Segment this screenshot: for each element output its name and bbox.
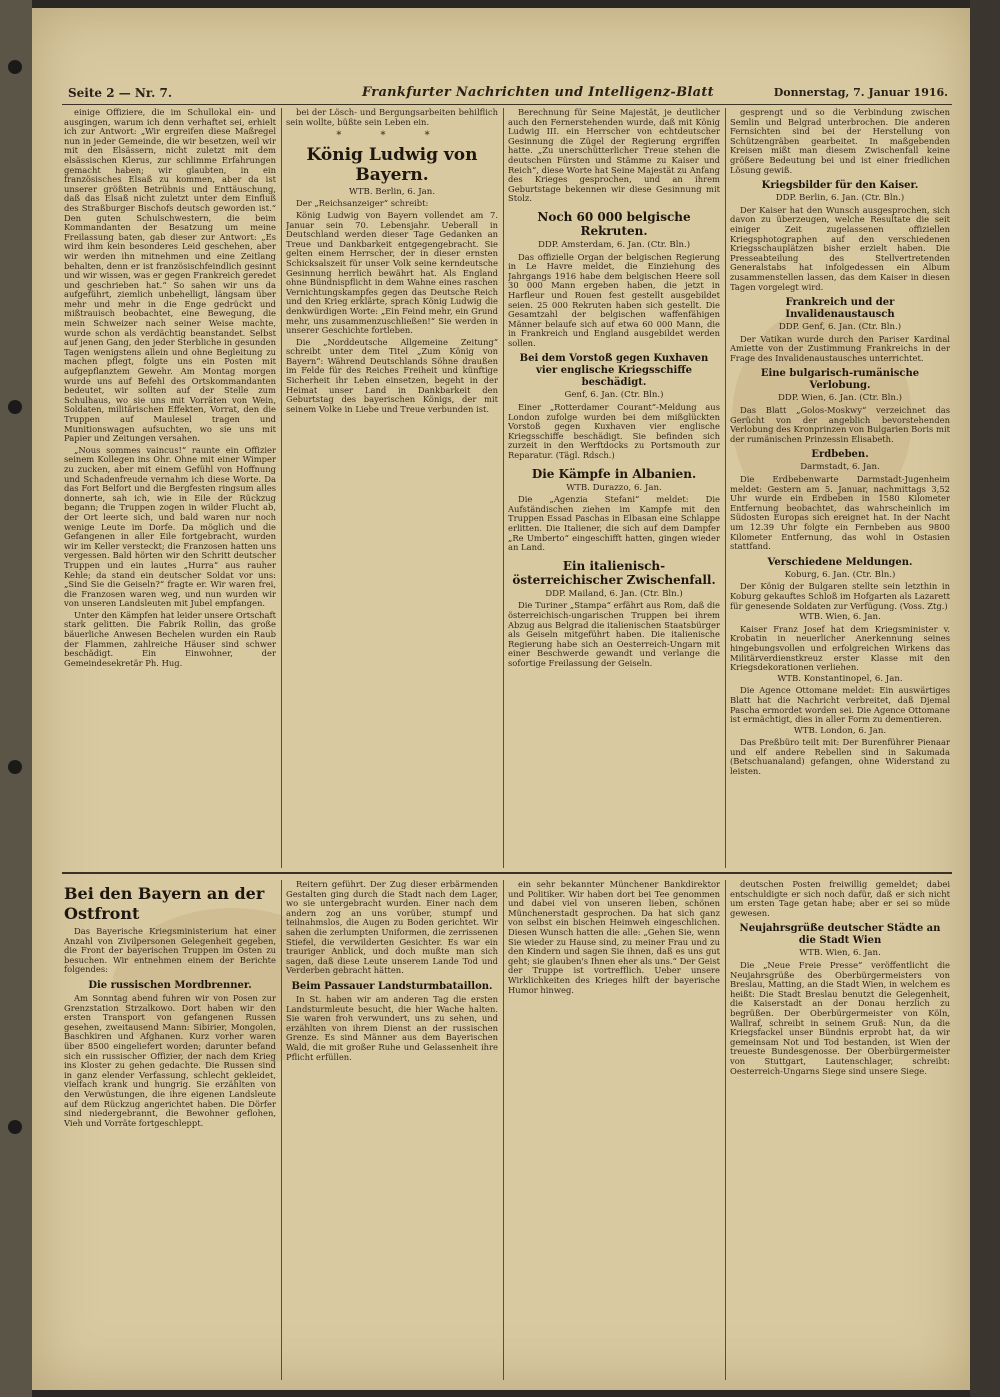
dateline: DDP. Amsterdam, 6. Jan. (Ctr. Bln.) — [537, 239, 691, 250]
paragraph: Berechnung für Seine Majestät, je deutlicher auch den Fernerstehenden wurde, daß mit König Ludwig III. ein Herrscher von echtdeutscher Gesinnung die Zügel der Regierung ergriffen hatte. „Zu unerschütterlicher Treue stehen die deutschen Fürsten und Stämme zu Kaiser und Reich“, diese Worte hat Seine Majestät zu Anfang des Krieges gesprochen, und an ihrem Geburtstage bekennen wir diese Gesinnung mit Stolz. — [508, 108, 720, 204]
paragraph: ein sehr bekannter Münchener Bankdirektor und Politiker. Wir haben dort bei Tee genommen und dabei viel von unseren lieben, schönen Münchenerstadt gesprochen. Da hat sich ganz von selbst ein bischen Heimweh eingeschlichen. Diesen Wunsch hatten die alle: „Gehen Sie, wenn Sie wieder zu Hause sind, zu meiner Frau und zu den Kindern und sagen Sie ihnen, daß es uns gut geht; sie glauben's Ihnen eher als uns.“ Der Geist der Truppe ist vortrefflich. Ueber unsere Wirklichkeiten des Krieges hilft der bayerische Humor hinweg. — [508, 880, 720, 995]
page-edge — [970, 0, 1000, 1397]
paragraph: Einer „Rotterdamer Courant“-Meldung aus London zufolge wurden bei dem mißglückten Vorstoß gegen Kuxhaven vier englische Kriegsschiffe beschädigt. Sie befinden sich zurzeit in den Werftdocks zu Portsmouth zur Reparatur. (Tägl. Rdsch.) — [508, 402, 720, 461]
dateline: DDP. Mailand, 6. Jan. (Ctr. Bln.) — [545, 588, 683, 599]
binding-hole — [8, 760, 22, 774]
column-divider — [503, 880, 504, 1380]
paragraph: Das Bayerische Kriegsministerium hat einer Anzahl von Zivilpersonen Gelegenheit gegeben, die Front der bayerischen Truppen im Osten zu besuchen. Wir entnehmen einem der Berichte folgendes: — [64, 926, 276, 975]
binding-hole — [8, 60, 22, 74]
paragraph: einige Offiziere, die im Schullokal ein- und ausgingen, warum ich denn verhaftet sei, erhielt ich zur Antwort: „Wir ergreifen diese Maßregel nun in jeder Gemeinde, die wir besetzen, weil wir mit den Elsässern, nicht zuletzt mit dem elsässischen Klerus, zur schlimme Erfahrungen gemacht haben; wir glaubten, in ein französisches Elsaß zu kommen, aber da ist unserer größten Betrübnis und Enttäuschung, daß das Elsaß nicht zuletzt unter dem Einfluß des Straßburger Bischofs deutsch geworden ist.“ Den guten Schulschwestern, die beim Kommandanten der Besatzung um meine Freilassung baten, gab dieser zur Antwort: „Es wird ihm kein besonderes Leid geschehen, aber wir werden ihn mitnehmen und eine Zeitlang behalten, denn er ist französischfeindlich gesinnt und wir wissen, was er gegen Frankreich geredet und geschrieben hat.“ So sahen wir uns da aufgeführt, ziemlich unbehelligt, längsam über mehr und mehr in die Enge gedrückt und mißtrauisch beobachtet, eine Bewegung, die mein Schweizer nach seiner Weise machte, wurde schon als verdächtig beanstandet. Selbst auf jenen Gang, den jeder Sterbliche in gesunden Tagen wenigstens allein und ohne Begleitung zu machen pflegt, folgte uns ein Posten mit aufgepflanztem Gewehr. Am Montag morgen wurde uns auf Befehl des Ortskommandanten bedeutet, wir sollten auf der Stelle zum Schulhaus, wo sie uns mit Vorräten von Wein, Soldaten, militärischen Effekten, Vorrat, den die Truppen auf Maulesel tragen und Munitionswagen aufsuchten, wo sie uns mit Papier und Zeitungen versahen. — [64, 108, 276, 444]
column-divider — [503, 108, 504, 868]
paragraph: Die Turiner „Stampa“ erfährt aus Rom, daß die österreichisch-ungarischen Truppen bei ihrem Abzug aus Belgrad die italienischen Staatsbürger als Geiseln mitgeführt haben. Die italienische Regierung habe sich an Oesterreich-Ungarn mit einer Beschwerde gewandt und verlange die sofortige Freilassung der Geiseln. — [508, 600, 720, 668]
newspaper-title: Frankfurter Nachrichten und Intelligenz-Blatt — [362, 85, 714, 100]
bottom-column-3 — [508, 880, 720, 1380]
dateline: WTB. Wien, 6. Jan. — [799, 612, 881, 623]
paragraph: König Ludwig von Bayern vollendet am 7. Januar sein 70. Lebensjahr. Ueberall in Deutschland werden dieser Tage Gedanken an Treue und Dankbarkeit entgegengebracht. Sie gelten einem Herrscher, der in dieser ernsten Schicksalszeit für unser Volk seine kerndeutsche Gesinnung herrlich bewährt hat. Als England ohne Bündnispflicht in dem Wahne eines raschen Vernichtungskampfes gegen das Deutsche Reich und den Krieg erklärte, sprach König Ludwig die denkwürdigen Worte: „Ein Feind mehr, ein Grund mehr, uns zusammenzuschließen!“ Sie werden in unserer Geschichte fortleben. — [286, 209, 498, 336]
paragraph: In St. haben wir am anderen Tag die ersten Landsturmleute besucht, die hier Wache halten. Sie waren froh verwundert, uns zu sehen, und erzählten von ihrem Dienst an der russischen Grenze. Es sind Männer aus dem Bayerischen Wald, die mit großer Ruhe und Gelassenheit ihre Pflicht erfüllen. — [286, 993, 498, 1062]
article-title: Bei dem Vorstoß gegen Kuxhaven vier englische Kriegsschiffe beschädigt. — [519, 353, 709, 389]
paragraph: Die Erdbebenwarte Darmstadt-Jugenheim meldet: Gestern am 5. Januar, nachmittags 3,52 Uhr wurde ein Erdbeben in 1580 Kilometer Entfernung beobachtet, das wahrscheinlich im Südosten Europas sich ereignet hat. In der Nacht um 12.39 Uhr folgte ein Fernbeben aus 9800 Kilometer Entfernung, das wohl in Ostasien stattfand. — [730, 474, 950, 552]
paragraph: Die „Neue Freie Presse“ veröffentlicht die Neujahrsgrüße des Oberbürgermeisters von Breslau, Matting, an die Stadt Wien, in welchem es heißt: Die Stadt Breslau benutzt die Gelegenheit, die Kaiserstadt an der Donau herzlich zu begrüßen. Der Oberbürgermeister von Köln, Wallraf, schreibt in seinem Gruß: Nun, da die Kriegsfackel unser Bündnis erprobt hat, da wir gemeinsam Not und Tod bestanden, ist Wien der treueste Bundesgenosse. Der Oberbürgermeister von Stuttgart, Lautenschlager, schreibt: Oesterreich-Ungarns Siege sind unsere Siege. — [730, 959, 950, 1076]
issue-date: Donnerstag, 7. Januar 1916. — [773, 86, 948, 99]
newspaper-page — [32, 8, 970, 1390]
dateline: Genf, 6. Jan. (Ctr. Bln.) — [564, 390, 664, 401]
column-3 — [508, 108, 720, 868]
column-1 — [64, 108, 276, 868]
article-title: Frankreich und der Invalidenaustausch — [785, 297, 895, 321]
paragraph: Reitern geführt. Der Zug dieser erbärmenden Gestalten ging durch die Stadt nach dem Lager, wo sie untergebracht wurden. Einer nach dem andern zog an uns vorüber, stumpf und teilnahmslos, die Augen zu Boden gerichtet. Wir sahen die zerlumpten Uniformen, die zerrissenen Stiefel, die verwilderten Gesichter. Es war ein trauriger Anblick, und doch mußte man sich sagen, daß diese Leute unserem Lande Tod und Verderben gebracht hätten. — [286, 880, 498, 976]
article-title: Neujahrsgrüße deutscher Städte an die Stadt Wien — [739, 923, 941, 947]
article-title: Erdbeben. — [811, 449, 869, 461]
paragraph: Am Sonntag abend fuhren wir von Posen zur Grenzstation Strzalkowo. Dort haben wir den ersten Transport von gefangenen Russen gesehen, zweitausend Mann: Sibirier, Mongolen, Baschkiren und Afghanen. Kurz vorher waren über 8500 eingeliefert worden; darunter befand sich ein russischer Offizier, der nach dem Krieg ins Kloster zu gehen gedachte. Die Russen sind in ganz elender Verfassung, schlecht gekleidet, vielfach krank und hungrig. Sie erzählten von den Verwüstungen, die ihre eigenen Landsleute auf dem Rückzug angerichtet haben. Die Dörfer sind niedergebrannt, die Bewohner geflohen, Vieh und Vorräte fortgeschleppt. — [64, 992, 276, 1128]
paragraph: Die „Norddeutsche Allgemeine Zeitung“ schreibt unter dem Titel „Zum König von Bayern“: Während Deutschlands Söhne draußen im Felde für des Reiches Freiheit und künftige Sicherheit ihr Leben einsetzen, begeht in der Heimat unser Land in Dankbarkeit den Geburtstag des bayerischen Königs, der mit seinem Volke in Liebe und Treue verbunden ist. — [286, 336, 498, 414]
dateline: Koburg, 6. Jan. (Ctr. Bln.) — [784, 569, 896, 580]
paragraph: Das Blatt „Golos-Moskwy“ verzeichnet das Gerücht von der angeblich bevorstehenden Verlobung des Kronprinzen von Bulgarien Boris mit der rumänischen Prinzessin Elisabeth. — [730, 405, 950, 444]
paragraph: gesprengt und so die Verbindung zwischen Semlin und Belgrad unterbrochen. Die anderen Fernsichten sind bei der Herstellung von Schützengräben gearbeitet. In maßgebenden Kreisen mißt man diesem Zwischenfall keine größere Bedeutung bei und ist einer friedlichen Lösung gewiß. — [730, 108, 950, 175]
paragraph: Unter den Kämpfen hat leider unsere Ortschaft stark gelitten. Die Fabrik Rollin, das große bäuerliche Anwesen Bechelen wurden ein Raub der Flammen, zahlreiche Häuser sind schwer beschädigt. Ein Einwohner, der Gemeindesekretär Ph. Hug. — [64, 609, 276, 668]
paragraph: bei der Lösch- und Bergungsarbeiten behilflich sein wollte, büßte sein Leben ein. — [286, 108, 498, 127]
dateline: WTB. Durazzo, 6. Jan. — [566, 482, 662, 493]
bottom-column-2 — [286, 880, 498, 1380]
subheading: Beim Passauer Landsturmbataillon. — [291, 980, 493, 992]
dateline: WTB. London, 6. Jan. — [793, 725, 887, 736]
article-title: Bei den Bayern an der Ostfront — [64, 884, 265, 923]
dateline: DDP. Wien, 6. Jan. (Ctr. Bln.) — [778, 393, 902, 404]
article-title: Noch 60 000 belgische Rekruten. — [537, 209, 691, 238]
paragraph: Der Vatikan wurde durch den Pariser Kardinal Amiette von der Zustimmung Frankreichs in der Frage des Invalidenaustausches unterrichtet. — [730, 333, 950, 363]
column-4 — [730, 108, 950, 868]
binding-hole — [8, 1120, 22, 1134]
section-rule — [62, 872, 952, 874]
column-divider — [725, 880, 726, 1380]
binding-strip — [0, 0, 32, 1397]
paragraph: Kaiser Franz Josef hat dem Kriegsminister v. Krobatin in neuerlicher Anerkennung seines hingebungsvollen und erfolgreichen Wirkens das Militärverdienstkreuz erster Klasse mit den Kriegsdekorationen verliehen. — [730, 623, 950, 673]
paragraph: Der „Reichsanzeiger“ schreibt: — [296, 198, 429, 209]
section-separator: * * * — [336, 130, 448, 142]
article-title: Verschiedene Meldungen. — [767, 556, 913, 568]
bottom-column-4 — [730, 880, 950, 1380]
article-title: Ein italienisch-österreichischer Zwischenfall. — [512, 558, 716, 587]
column-divider — [281, 108, 282, 868]
paragraph: Die „Agenzia Stefani“ meldet: Die Aufständischen ziehen im Kampfe mit den Truppen Essad Paschas in Elbasan eine Schlappe erlitten. Die Italiener, die sich auf dem Dampfer „Re Umberto“ eingeschifft hatten, gingen wieder an Land. — [508, 494, 720, 553]
paragraph: Der König der Bulgaren stellte sein letzthin in Koburg gekauftes Schloß im Hofgarten als Lazarett für genesende Soldaten zur Verfügung. (Voss. Ztg.) — [730, 581, 950, 611]
dateline: Darmstadt, 6. Jan. — [800, 462, 880, 473]
column-divider — [281, 880, 282, 1380]
page-number: Seite 2 — Nr. 7. — [68, 86, 172, 100]
dateline: WTB. Wien, 6. Jan. — [799, 948, 881, 959]
paragraph: deutschen Posten freiwillig gemeldet; dabei entschuldigte er sich noch dafür, daß er sich nicht um ersten Tage getan habe; aber er sei so müde gewesen. — [730, 880, 950, 918]
paragraph: Das offizielle Organ der belgischen Regierung in Le Havre meldet, die Einziehung des Jahrgangs 1916 habe dem belgischen Heere soll 30 000 Mann ergeben haben, die jetzt in Harfleur und Rouen fest gestellt ausgebildet seien. 25 000 Rekruten haben sich gestellt. Die Gesamtzahl der belgischen waffenfähigen Männer belaufe sich auf etwa 60 000 Mann, die in Frankreich und England ausgebildet werden sollen. — [508, 251, 720, 348]
bottom-column-1 — [64, 880, 276, 1380]
dateline: WTB. Berlin, 6. Jan. — [348, 186, 436, 197]
dateline: WTB. Konstantinopel, 6. Jan. — [777, 673, 903, 684]
column-divider — [725, 108, 726, 868]
article-title: Die Kämpfe in Albanien. — [531, 466, 697, 481]
dateline: DDP. Genf, 6. Jan. (Ctr. Bln.) — [778, 322, 902, 333]
paragraph: Der Kaiser hat den Wunsch ausgesprochen, sich davon zu überzeugen, welche Resultate die seit einiger Zeit zugelassenen offiziellen Kriegsphotographen auf den verschiedenen Kriegsschauplätzen bisher erzielt haben. Die Presseabteilung des Stellvertretenden Generalstabs hat infolgedessen ein Album zusammenstellen lassen, das dem Kaiser in diesen Tagen vorgelegt wird. — [730, 204, 950, 292]
article-title: Kriegsbilder für den Kaiser. — [761, 180, 919, 192]
subheading: Die russischen Mordbrenner. — [88, 979, 252, 991]
paragraph: Das Preßbüro teilt mit: Der Burenführer Pienaar und elf andere Rebellen sind in Sakumada (Betschuanaland) gefangen, ohne Widerstand zu leisten. — [730, 737, 950, 777]
paragraph: Die Agence Ottomane meldet: Ein auswärtiges Blatt hat die Nachricht verbreitet, daß Djemal Pascha ermordet worden sei. Die Agence Ottomane ist ermächtigt, dies in aller Form zu dementieren. — [730, 685, 950, 725]
column-2 — [286, 108, 498, 868]
article-title: König Ludwig von Bayern. — [306, 144, 478, 185]
paragraph: „Nous sommes vaincus!“ raunte ein Offizier seinem Kollegen ins Ohr. Ohne mit einer Wimper zu zucken, aber mit einem Gefühl von Hoffnung und Schadenfreude vernahm ich diese Worte. Da das Fort Belfort und die Bergfesten ringsum alles donnerte, sah ich, wie in Eile der Rückzug begann; die Truppen zogen in wilder Flucht ab, der Ort leerte sich, und bald waren nur noch wenige Leute im Dorfe. Da möglich und die Gefangenen in aller Eile fortgebracht, wurden wir im Keller versteckt; die Franzosen hatten uns vergessen. Bald hörten wir den Schritt deutscher Truppen und ein lautes „Hurra“ aus rauher Kehle; da stand ein deutscher Soldat vor uns: „Sind Sie die Geiseln?“ fragte er. Wir waren frei, die Franzosen waren weg, und nun wurden wir von unseren Landsleuten mit Jubel empfangen. — [64, 444, 276, 609]
dateline: DDP. Berlin, 6. Jan. (Ctr. Bln.) — [775, 193, 905, 204]
binding-hole — [8, 400, 22, 414]
article-title: Eine bulgarisch-rumänische Verlobung. — [760, 368, 920, 392]
page-header — [62, 82, 952, 105]
